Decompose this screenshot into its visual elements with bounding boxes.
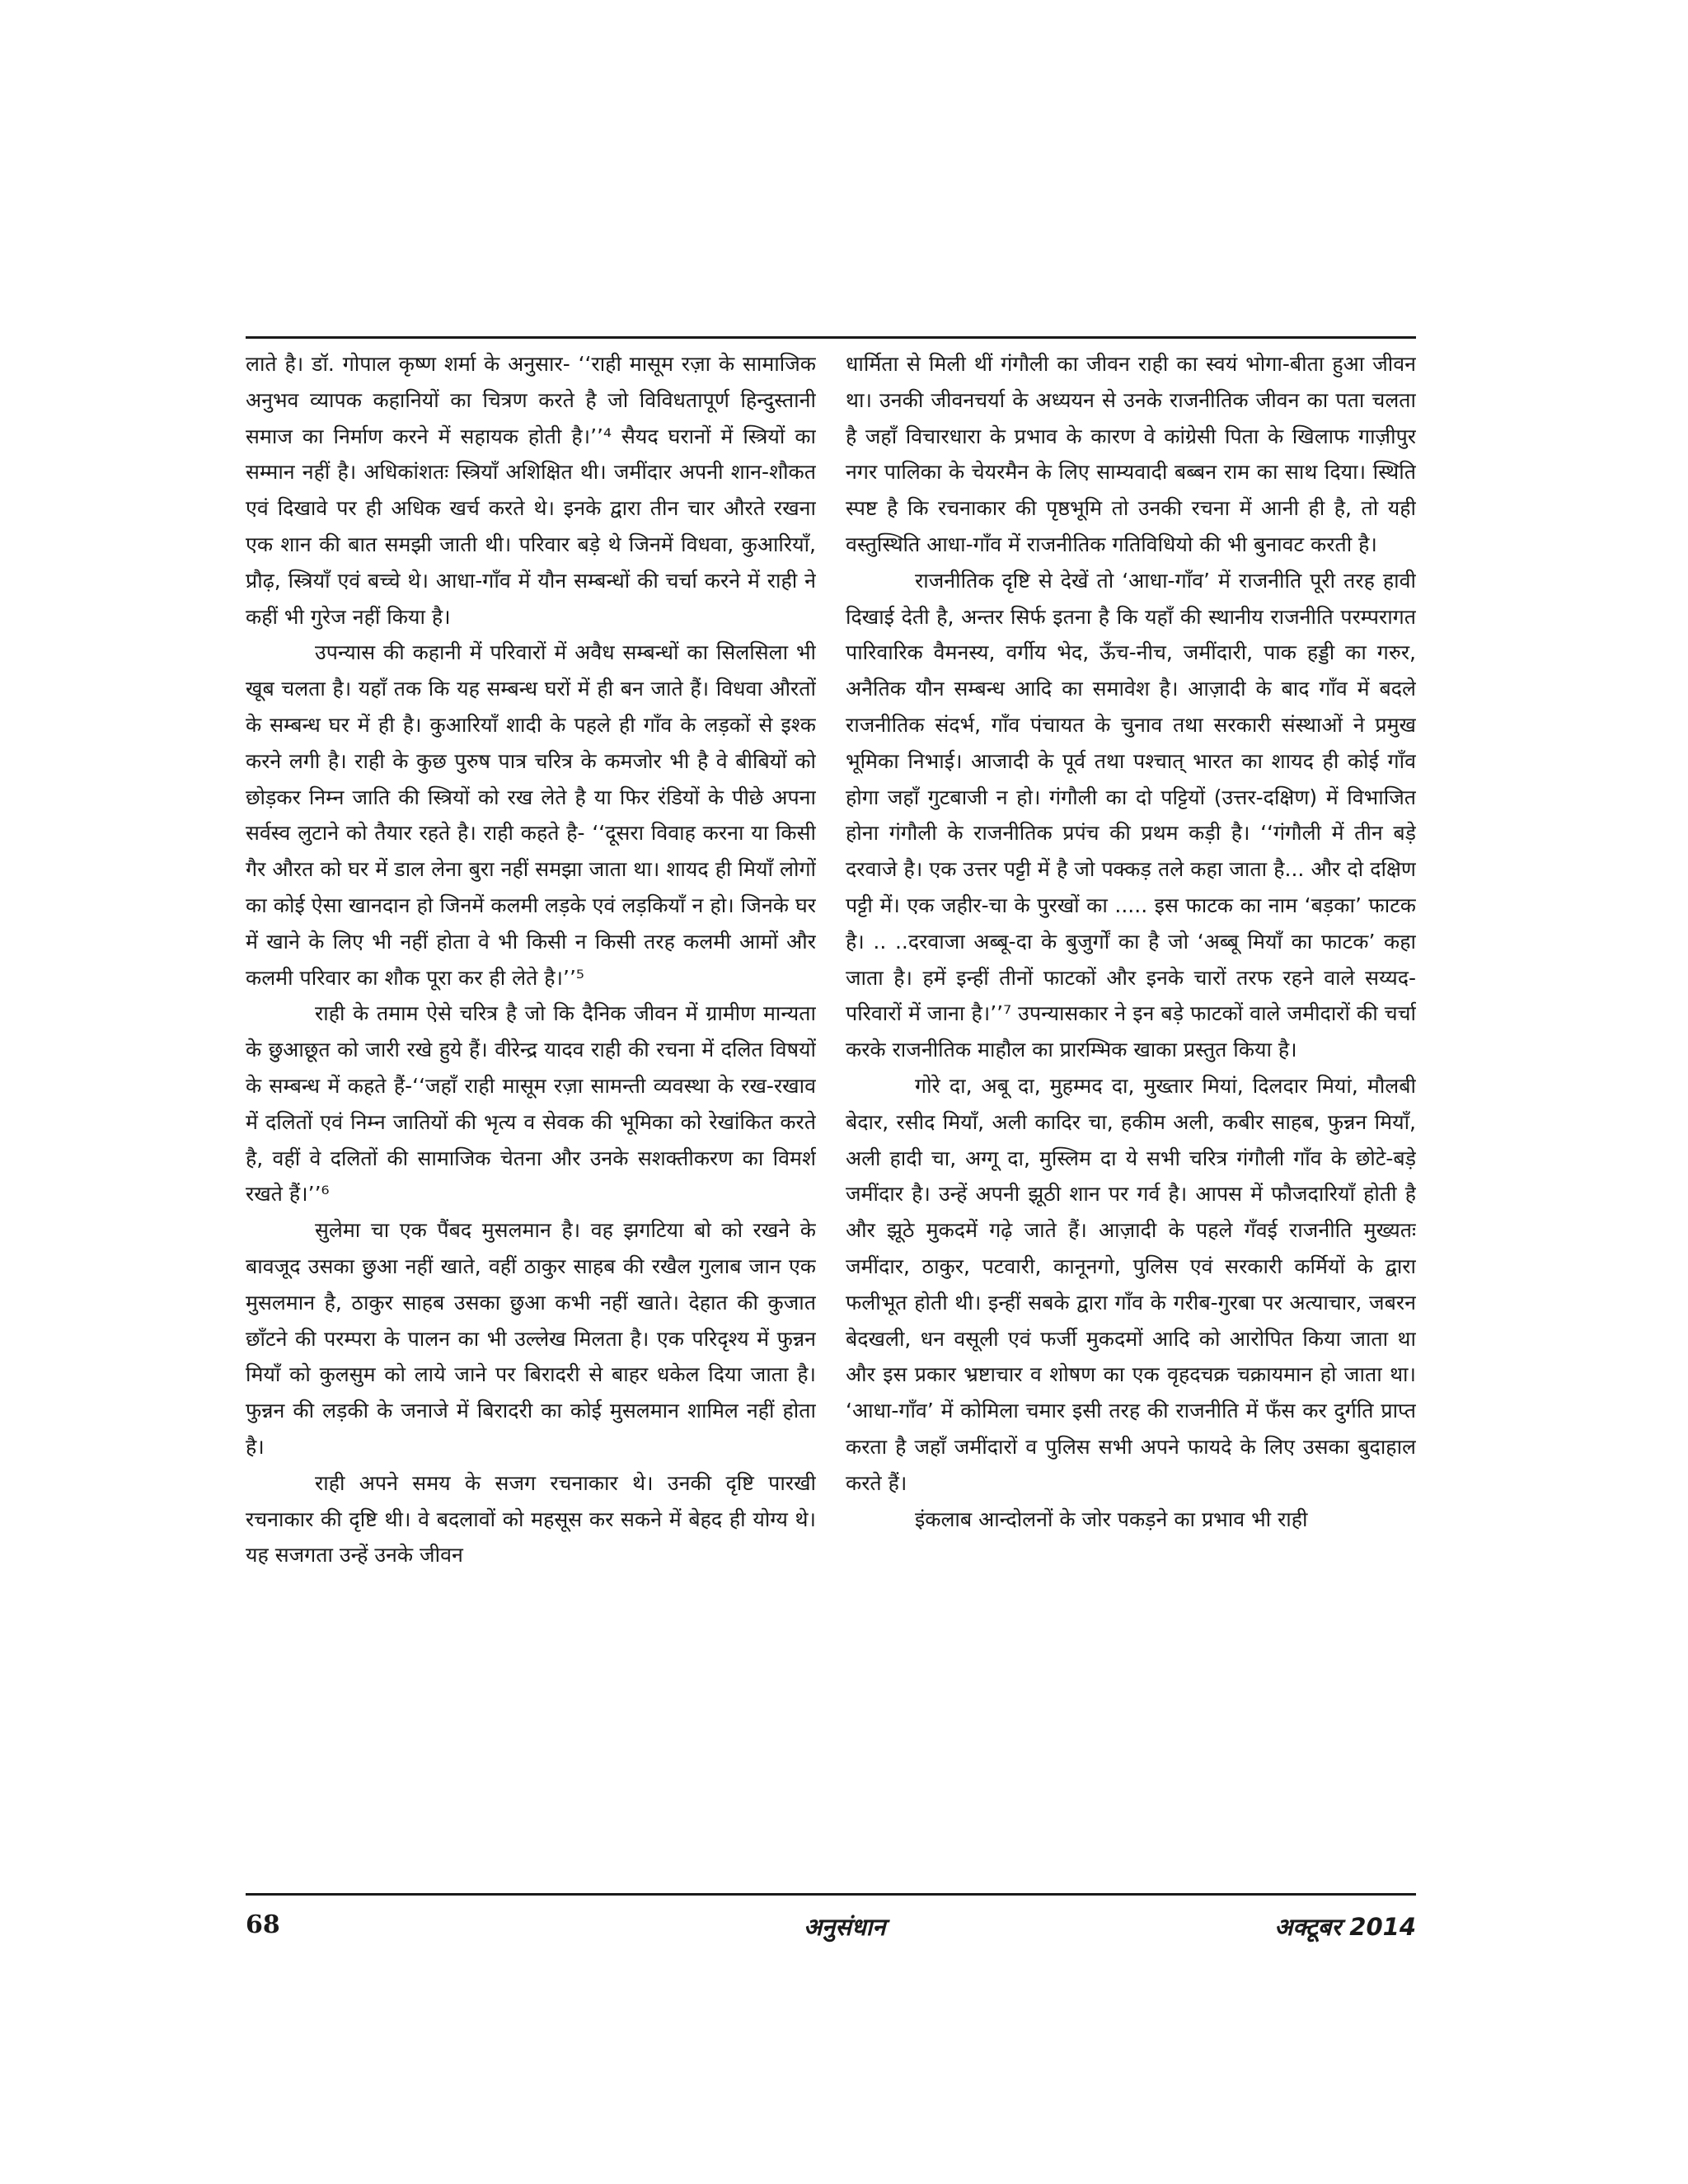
journal-name: अनुसंधान bbox=[804, 1913, 886, 1941]
paragraph: राजनीतिक दृष्टि से देखें तो ‘आधा-गाँव’ में राजनीति पूरी तरह हावी दिखाई देती है, अन्तर सिर्फ इतना है कि यहाँ की स्थानीय राजनीति परम्परागत पारिवारिक वैमनस्य, वर्गीय भेद, ऊँच-नीच, जमींदारी, पाक हड्डी का गरुर, अनैतिक यौन सम्बन्ध आदि का समावेश है। आज़ादी के बाद गाँव में बदले राजनीतिक संदर्भ, गाँव पंचायत के चुनाव तथा सरकारी संस्थाओं ने प्रमुख भूमिका निभाई। आजादी के पूर्व तथा पश्चात् भारत का शायद ही कोई गाँव होगा जहाँ गुटबाजी न हो। गंगौली का दो पट्टियों (उत्तर-दक्षिण) में विभाजित होना गंगौली के राजनीतिक प्रपंच की प्रथम कड़ी है। ‘‘गंगौली में तीन बड़े दरवाजे है। एक उत्तर पट्टी में है जो पक्कड़ तले कहा जाता है... और दो दक्षिण पट्टी में। एक जहीर-चा के पुरखों का ..... इस फाटक का नाम ‘बड़का’ फाटक है। .. ..दरवाजा अब्बू-दा के बुजुर्गों का है जो ‘अब्बू मियाँ का फाटक’ कहा जाता है। हमें इन्हीं तीनों फाटकों और इनके चारों तरफ रहने वाले सय्यद-परिवारों में जाना है।’’⁷ उपन्यासकार ने इन बड़े फाटकों वाले जमीदारों की चर्चा करके राजनीतिक माहौल का प्रारम्भिक खाका प्रस्तुत किया है। bbox=[846, 568, 1416, 1062]
page-number: 68 bbox=[246, 1910, 280, 1939]
right-column bbox=[846, 346, 1416, 1879]
paragraph: लाते है। डॉ. गोपाल कृष्ण शर्मा के अनुसार- ‘‘राही मासूम रज़ा के सामाजिक अनुभव व्यापक कहानियों का चित्रण करते है जो विविधतापूर्ण हिन्दुस्तानी समाज का निर्माण करने में सहायक होती है।’’⁴ सैयद घरानों में स्त्रियों का सम्मान नहीं है। अधिकांशतः स्त्रियाँ अशिक्षित थी। जमींदार अपनी शान-शौकत एवं दिखावे पर ही अधिक खर्च करते थे। इनके द्वारा तीन चार औरते रखना एक शान की बात समझी जाती थी। परिवार बड़े थे जिनमें विधवा, कुआरियाँ, प्रौढ़, स्त्रियाँ एवं बच्चे थे। आधा-गाँव में यौन सम्बन्धों की चर्चा करने में राही ने कहीं भी गुरेज नहीं किया है। bbox=[246, 352, 816, 629]
paragraph: गोरे दा, अबू दा, मुहम्मद दा, मुख्तार मियां, दिलदार मियां, मौलबी बेदार, रसीद मियाँ, अली कादिर चा, हकीम अली, कबीर साहब, फुन्नन मियाँ, अली हादी चा, अग्गू दा, मुस्लिम दा ये सभी चरित्र गंगौली गाँव के छोटे-बड़े जमींदार है। उन्हें अपनी झूठी शान पर गर्व है। आपस में फौजदारियाँ होती है और झूठे मुकदमें गढ़े जाते हैं। आज़ादी के पहले गँवई राजनीति मुख्यतः जमींदार, ठाकुर, पटवारी, कानूनगो, पुलिस एवं सरकारी कर्मियों के द्वारा फलीभूत होती थी। इन्हीं सबके द्वारा गाँव के गरीब-गुरबा पर अत्याचार, जबरन बेदखली, धन वसूली एवं फर्जी मुकदमों आदि को आरोपित किया जाता था और इस प्रकार भ्रष्टाचार व शोषण का एक वृहदचक्र चक्रायमान हो जाता था। ‘आधा-गाँव’ में कोमिला चमार इसी तरह की राजनीति में फँस कर दुर्गति प्राप्त करता है जहाँ जमींदारों व पुलिस सभी अपने फायदे के लिए उसका बुदाहाल करते हैं। bbox=[846, 1073, 1416, 1495]
issue-date: अक्टूबर 2014 bbox=[1274, 1913, 1416, 1941]
paragraph: सुलेमा चा एक पैंबद मुसलमान है। वह झगटिया बो को रखने के बावजूद उसका छुआ नहीं खाते, वहीं ठाकुर साहब की रखैल गुलाब जान एक मुसलमान है, ठाकुर साहब उसका छुआ कभी नहीं खाते। देहात की कुजात छाँटने की परम्परा के पालन का भी उल्लेख मिलता है। एक परिदृश्य में फुन्नन मियाँ को कुलसुम को लाये जाने पर बिरादरी से बाहर धकेल दिया जाता है। फुन्नन की लड़की के जनाजे में बिरादरी का कोई मुसलमान शामिल नहीं होता है। bbox=[246, 1218, 816, 1459]
top-rule bbox=[246, 336, 1416, 339]
bottom-rule bbox=[246, 1893, 1416, 1896]
paragraph: राही के तमाम ऐसे चरित्र है जो कि दैनिक जीवन में ग्रामीण मान्यता के छुआछूत को जारी रखे हुये हैं। वीरेन्द्र यादव राही की रचना में दलित विषयों के सम्बन्ध में कहते हैं-‘‘जहाँ राही मासूम रज़ा सामन्ती व्यवस्था के रख-रखाव में दलितों एवं निम्न जातियों की भृत्य व सेवक की भूमिका को रेखांकित करते है, वहीं वे दलितों की सामाजिक चेतना और उनके सशक्तीकरण का विमर्श रखते हैं।’’⁶ bbox=[246, 1001, 816, 1207]
paragraph: इंकलाब आन्दोलनों के जोर पकड़ने का प्रभाव भी राही bbox=[915, 1507, 1308, 1531]
paragraph: धार्मिता से मिली थीं गंगौली का जीवन राही का स्वयं भोगा-बीता हुआ जीवन था। उनकी जीवनचर्या के अध्ययन से उनके राजनीतिक जीवन का पता चलता है जहाँ विचारधारा के प्रभाव के कारण वे कांग्रेसी पिता के खिलाफ गाज़ीपुर नगर पालिका के चेयरमैन के लिए साम्यवादी बब्बन राम का साथ दिया। स्थिति स्पष्ट है कि रचनाकार की पृष्ठभूमि तो उनकी रचना में आनी ही है, तो यही वस्तुस्थिति आधा-गाँव में राजनीतिक गतिविधियो की भी बुनावट करती है। bbox=[846, 352, 1416, 556]
paragraph: उपन्यास की कहानी में परिवारों में अवैध सम्बन्धों का सिलसिला भी खूब चलता है। यहाँ तक कि यह सम्बन्ध घरों में ही बन जाते हैं। विधवा औरतों के सम्बन्ध घर में ही है। कुआरियाँ शादी के पहले ही गाँव के लड़कों से इश्क करने लगी है। राही के कुछ पुरुष पात्र चरित्र के कमजोर भी है वे बीबियों को छोड़कर निम्न जाति की स्त्रियों को रख लेते है या फिर रंडियों के पीछे अपना सर्वस्व लुटाने को तैयार रहते है। राही कहते है- ‘‘दूसरा विवाह करना या किसी गैर औरत को घर में डाल लेना बुरा नहीं समझा जाता था। शायद ही मियाँ लोगों का कोई ऐसा खानदान हो जिनमें कलमी लड़के एवं लड़कियाँ न हो। जिनके घर में खाने के लिए भी नहीं होता वे भी किसी न किसी तरह कलमी आमों और कलमी परिवार का शौक पूरा कर ही लेते है।’’⁵ bbox=[246, 640, 816, 990]
paragraph: राही अपने समय के सजग रचनाकार थे। उनकी दृष्टि पारखी रचनाकार की दृष्टि थी। वे बदलावों को महसूस कर सकने में बेहद ही योग्य थे। यह सजगता उन्हें उनके जीवन bbox=[246, 1470, 816, 1568]
left-column bbox=[246, 346, 816, 1879]
